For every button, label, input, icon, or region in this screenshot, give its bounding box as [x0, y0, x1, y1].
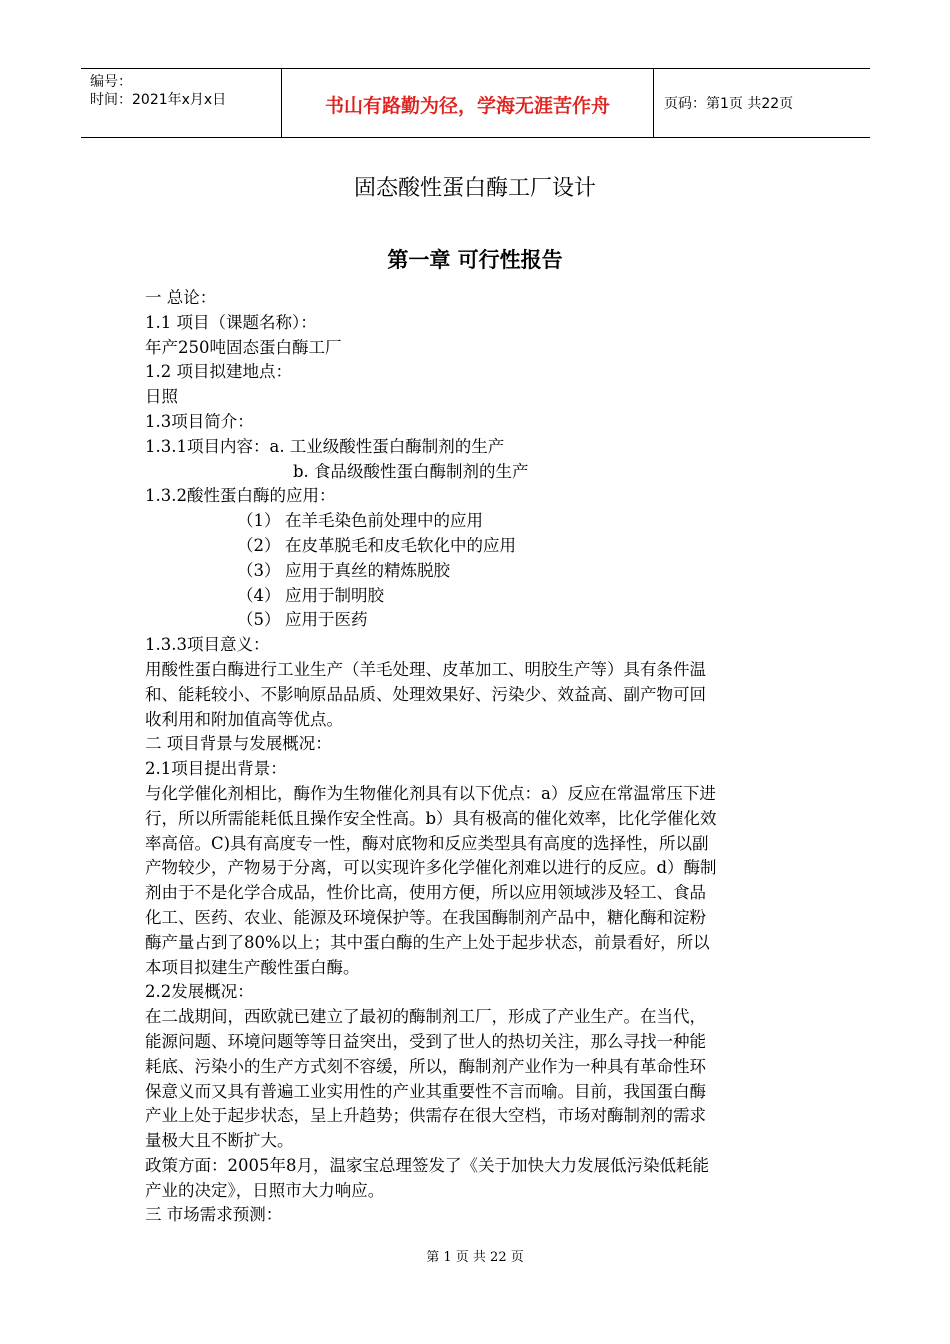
list-text: 应用于医药 — [285, 610, 368, 630]
paragraph-line: 和、能耗较小、不影响原品品质、处理效果好、污染少、效益高、副产物可回 — [145, 684, 706, 704]
section-heading: 一 总论： — [145, 288, 217, 307]
chapter-heading: 第一章 可行性报告 — [387, 248, 563, 272]
header-motto-cell — [282, 69, 654, 137]
paragraph-line: 耗底、污染小的生产方式刻不容缓，所以，酶制剂产业作为一种具有革命性环 — [145, 1056, 706, 1076]
paragraph-line: 化工、医药、农业、能源及环境保护等。在我国酶制剂产品中，糖化酶和淀粉 — [145, 907, 706, 927]
document-title: 固态酸性蛋白酶工厂设计 — [353, 176, 596, 201]
list-number: （3） — [237, 560, 281, 580]
header-info-cell — [81, 69, 282, 137]
section-heading: 三 市场需求预测： — [145, 1205, 283, 1225]
list-item — [145, 534, 807, 559]
paragraph-line: 收利用和附加值高等优点。 — [145, 709, 343, 729]
list-number: （1） — [237, 511, 281, 531]
paragraph-line: 用酸性蛋白酶进行工业生产（羊毛处理、皮革加工、明胶生产等）具有条件温 — [145, 659, 706, 679]
list-item — [145, 509, 807, 534]
subsection-heading: 2.1项目提出背景： — [145, 759, 287, 779]
list-text: 在羊毛染色前处理中的应用 — [285, 511, 483, 531]
paragraph-line: 酶产量占到了80%以上；其中蛋白酶的生产上处于起步状态，前景看好，所以 — [145, 932, 710, 952]
motto: 书山有路勤为径，学海无涯苦作舟 — [324, 95, 610, 117]
list-text: 应用于制明胶 — [285, 585, 384, 605]
subsection-heading: 1.1 项目（课题名称）： — [145, 312, 317, 332]
list-item — [145, 608, 807, 633]
paragraph-line: 行，所以所需能耗低且操作安全性高。b）具有极高的催化效率，比化学催化效 — [145, 808, 717, 828]
subsection-heading: 2.2发展概况： — [145, 982, 254, 1002]
paragraph-line: 政策方面：2005年8月，温家宝总理签发了《关于加快大力发展低污染低耗能 — [145, 1155, 709, 1175]
page-header — [81, 68, 870, 138]
paragraph-line: 与化学催化剂相比，酶作为生物催化剂具有以下优点：a）反应在常温常压下进 — [145, 783, 716, 803]
list-text: 应用于真丝的精炼脱胶 — [285, 560, 450, 580]
list-number: （4） — [237, 585, 281, 605]
list-number: （5） — [237, 610, 281, 630]
document-body — [145, 286, 807, 1228]
section-heading: 二 项目背景与发展概况： — [145, 734, 332, 754]
subsection-heading: 1.3项目简介： — [145, 411, 254, 431]
time-label: 时间：2021年x月x日 — [90, 92, 227, 108]
paragraph-line: 产业的决定》，日照市大力响应。 — [145, 1180, 385, 1200]
paragraph-line: 率高倍。C)具有高度专一性，酶对底物和反应类型具有高度的选择性，所以副 — [145, 833, 709, 853]
subsection-heading: 1.3.2酸性蛋白酶的应用： — [145, 486, 336, 506]
paragraph-line: 在二战期间，西欧就已建立了最初的酶制剂工厂，形成了产业生产。在当代， — [145, 1007, 706, 1027]
list-item — [145, 559, 807, 584]
list-number: （2） — [237, 535, 281, 555]
body-line: 年产250吨固态蛋白酶工厂 — [145, 337, 342, 357]
page-footer: 第 1 页 共 22 页 — [426, 1250, 524, 1265]
paragraph-line: 能源问题、环境问题等等日益突出，受到了世人的热切关注，那么寻找一种能 — [145, 1031, 706, 1051]
subsection-heading: 1.3.3项目意义： — [145, 635, 270, 655]
page-info: 页码：第1页 共22页 — [664, 96, 794, 112]
body-line: 日照 — [145, 387, 178, 407]
body-line: 1.3.1项目内容：a. 工业级酸性蛋白酶制剂的生产 — [145, 436, 505, 456]
paragraph-line: 本项目拟建生产酸性蛋白酶。 — [145, 957, 360, 977]
paragraph-line: 剂由于不是化学合成品，性价比高，使用方便，所以应用领域涉及轻工、食品 — [145, 883, 706, 903]
number-label: 编号： — [90, 74, 132, 90]
body-line: b. 食品级酸性蛋白酶制剂的生产 — [293, 461, 529, 481]
paragraph-line: 量极大且不断扩大。 — [145, 1131, 294, 1151]
paragraph-line: 保意义而又具有普遍工业实用性的产业其重要性不言而喻。目前，我国蛋白酶 — [145, 1081, 706, 1101]
header-page-cell — [654, 69, 870, 137]
paragraph-line: 产业上处于起步状态，呈上升趋势；供需存在很大空档，市场对酶制剂的需求 — [145, 1106, 706, 1126]
list-text: 在皮革脱毛和皮毛软化中的应用 — [285, 535, 516, 555]
list-item — [145, 584, 807, 609]
subsection-heading: 1.2 项目拟建地点： — [145, 362, 292, 382]
paragraph-line: 产物较少，产物易于分离，可以实现许多化学催化剂难以进行的反应。d）酶制 — [145, 858, 717, 878]
